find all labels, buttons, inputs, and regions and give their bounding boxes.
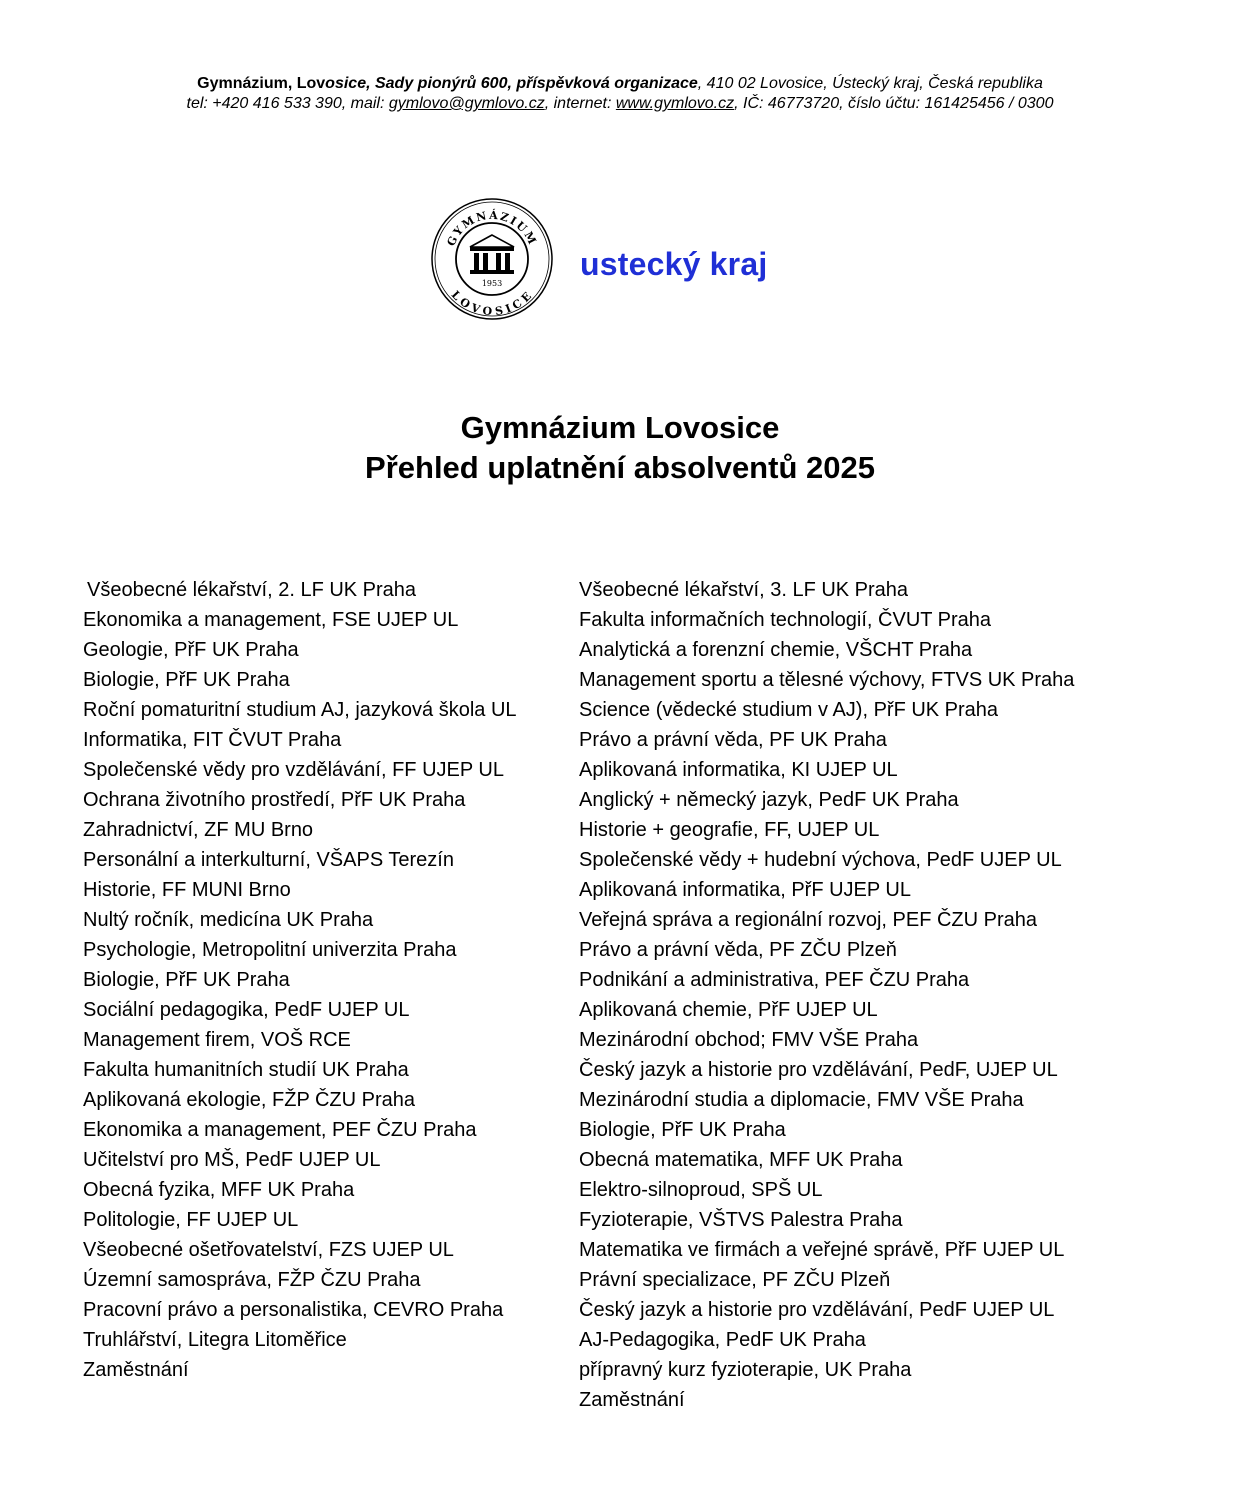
list-item: Science (vědecké studium v AJ), PřF UK Praha bbox=[579, 699, 999, 721]
right-column-list bbox=[579, 575, 1074, 1415]
list-item: Právo a právní věda, PF UK Praha bbox=[579, 729, 887, 751]
list-item: Informatika, FIT ČVUT Praha bbox=[83, 729, 342, 751]
list-item: Fyzioterapie, VŠTVS Palestra Praha bbox=[579, 1209, 903, 1231]
title-line-1: Gymnázium Lovosice bbox=[460, 410, 780, 445]
list-item: Společenské vědy pro vzdělávání, FF UJEP UL bbox=[83, 759, 504, 781]
list-item: Geologie, PřF UK Praha bbox=[83, 639, 299, 661]
list-item: Právo a právní věda, PF ZČU Plzeň bbox=[579, 939, 897, 961]
seal-year: 1953 bbox=[481, 279, 503, 288]
list-item: Podnikání a administrativa, PEF ČZU Praha bbox=[579, 969, 970, 991]
building-columns-icon bbox=[470, 235, 514, 274]
school-logo bbox=[430, 197, 554, 321]
list-item: Anglický + německý jazyk, PedF UK Praha bbox=[579, 789, 959, 811]
list-item: Všeobecné ošetřovatelství, FZS UJEP UL bbox=[83, 1239, 454, 1261]
list-item: Historie + geografie, FF, UJEP UL bbox=[579, 819, 880, 841]
list-item: Obecná matematika, MFF UK Praha bbox=[579, 1149, 903, 1171]
email-link[interactable]: gymlovo@gymlovo.cz bbox=[388, 95, 545, 112]
list-item: Zaměstnání bbox=[579, 1389, 685, 1411]
list-item: Veřejná správa a regionální rozvoj, PEF ČZU Praha bbox=[579, 909, 1037, 931]
contact-phone: tel: +420 416 533 390, mail: bbox=[186, 95, 389, 112]
list-item: Ekonomika a management, FSE UJEP UL bbox=[83, 609, 459, 631]
list-item: Aplikovaná ekologie, FŽP ČZU Praha bbox=[83, 1089, 416, 1111]
list-item: Historie, FF MUNI Brno bbox=[83, 879, 291, 901]
list-item: Všeobecné lékařství, 3. LF UK Praha bbox=[579, 579, 909, 601]
seal-bottom-text: LOVOSICE bbox=[448, 288, 536, 319]
letterhead bbox=[0, 74, 1240, 114]
region-logo-text: ustecký kraj bbox=[580, 246, 768, 282]
list-item: Právní specializace, PF ZČU Plzeň bbox=[579, 1269, 891, 1291]
list-item: Všeobecné lékařství, 2. LF UK Praha bbox=[87, 579, 417, 601]
title-line-2: Přehled uplatnění absolventů 2025 bbox=[365, 450, 875, 485]
list-item: přípravný kurz fyzioterapie, UK Praha bbox=[579, 1359, 912, 1381]
page-title bbox=[0, 408, 1240, 488]
list-item: Matematika ve firmách a veřejné správě, PřF UJEP UL bbox=[579, 1239, 1065, 1261]
list-item: Biologie, PřF UK Praha bbox=[83, 669, 290, 691]
list-item: Ekonomika a management, PEF ČZU Praha bbox=[83, 1119, 477, 1141]
list-item: Aplikovaná informatika, KI UJEP UL bbox=[579, 759, 898, 781]
list-item: Psychologie, Metropolitní univerzita Praha bbox=[83, 939, 457, 961]
list-item: Management firem, VOŠ RCE bbox=[83, 1029, 351, 1051]
list-item: Biologie, PřF UK Praha bbox=[579, 1119, 786, 1141]
list-item: Učitelství pro MŠ, PedF UJEP UL bbox=[83, 1149, 381, 1171]
left-column-list bbox=[83, 575, 517, 1385]
list-item: Truhlářství, Litegra Litoměřice bbox=[83, 1329, 347, 1351]
list-item: Pracovní právo a personalistika, CEVRO Praha bbox=[83, 1299, 504, 1321]
list-item: Český jazyk a historie pro vzdělávání, PedF, UJEP UL bbox=[579, 1059, 1058, 1081]
list-item: Společenské vědy + hudební výchova, PedF UJEP UL bbox=[579, 849, 1062, 871]
list-item: Mezinárodní studia a diplomacie, FMV VŠE Praha bbox=[579, 1089, 1024, 1111]
internet-label: , internet: bbox=[544, 95, 616, 112]
letterhead-line-1 bbox=[0, 74, 1240, 94]
list-item: Nultý ročník, medicína UK Praha bbox=[83, 909, 374, 931]
list-item: Aplikovaná chemie, PřF UJEP UL bbox=[579, 999, 878, 1021]
list-item: Zahradnictví, ZF MU Brno bbox=[83, 819, 314, 841]
list-item: AJ-Pedagogika, PedF UK Praha bbox=[579, 1329, 866, 1351]
school-seal bbox=[430, 197, 554, 321]
list-item: Fakulta informačních technologií, ČVUT Praha bbox=[579, 609, 992, 631]
school-address-bold: osice, Sady pionýrů 600, příspěvková organizace bbox=[325, 75, 698, 92]
letterhead-line-2 bbox=[0, 94, 1240, 114]
list-item: Roční pomaturitní studium AJ, jazyková škola UL bbox=[83, 699, 517, 721]
list-item: Územní samospráva, FŽP ČZU Praha bbox=[83, 1269, 421, 1291]
list-item: Český jazyk a historie pro vzdělávání, PedF UJEP UL bbox=[579, 1299, 1055, 1321]
list-item: Politologie, FF UJEP UL bbox=[83, 1209, 299, 1231]
website-link[interactable]: www.gymlovo.cz bbox=[615, 95, 735, 112]
list-item: Zaměstnání bbox=[83, 1359, 189, 1381]
seal-top-text: GYMNÁZIUM bbox=[444, 208, 540, 249]
list-item: Fakulta humanitních studií UK Praha bbox=[83, 1059, 409, 1081]
list-item: Ochrana životního prostředí, PřF UK Praha bbox=[83, 789, 466, 811]
school-address: , 410 02 Lovosice, Ústecký kraj, Česká republika bbox=[697, 75, 1043, 92]
company-id-and-account: , IČ: 46773720, číslo účtu: 161425456 / 0300 bbox=[734, 95, 1054, 112]
list-item: Elektro-silnoproud, SPŠ UL bbox=[579, 1179, 823, 1201]
region-logo bbox=[580, 246, 767, 283]
list-item: Sociální pedagogika, PedF UJEP UL bbox=[83, 999, 410, 1021]
school-name: Gymnázium, Lov bbox=[197, 75, 326, 92]
list-item: Obecná fyzika, MFF UK Praha bbox=[83, 1179, 355, 1201]
list-item: Aplikovaná informatika, PřF UJEP UL bbox=[579, 879, 911, 901]
list-item: Analytická a forenzní chemie, VŠCHT Praha bbox=[579, 639, 973, 661]
list-item: Biologie, PřF UK Praha bbox=[83, 969, 290, 991]
list-item: Mezinárodní obchod; FMV VŠE Praha bbox=[579, 1029, 919, 1051]
list-item: Personální a interkulturní, VŠAPS Terezín bbox=[83, 849, 454, 871]
list-item: Management sportu a tělesné výchovy, FTVS UK Praha bbox=[579, 669, 1075, 691]
